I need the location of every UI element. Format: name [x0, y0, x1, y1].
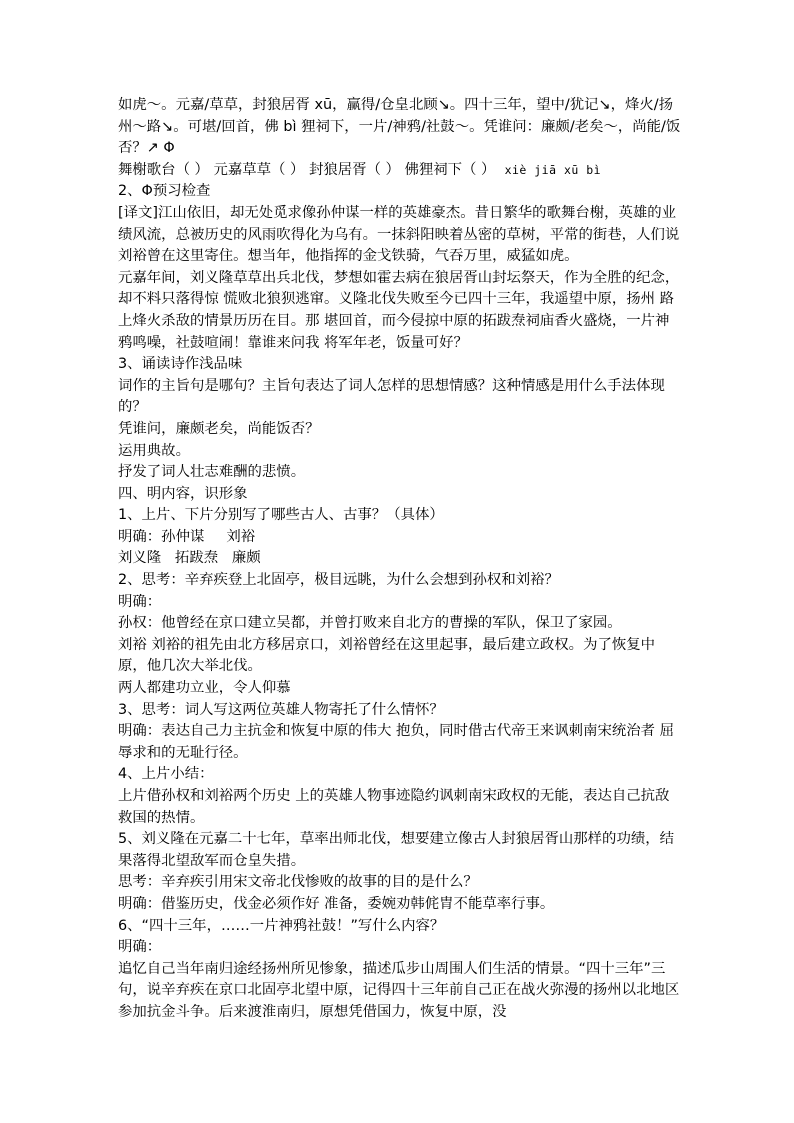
answer-purpose: 明确：借鉴历史，伐金必须作好 准备，委婉劝韩侂胄不能草率行事。 [118, 895, 555, 912]
answer-forty-three-years: 追忆自己当年南归途经扬州所见惨象，描述瓜步山周围人们生活的情景。“四十三年”三句，说辛弃疾在京口北固亭北望中原，记得四十三年前自己正在战火弥漫的扬州以北地区参加抗金斗争。后来渡淮南归，原想凭借国力，恢复中原，没 [118, 960, 680, 1020]
answer-figure-liuyilong: 刘义隆 [118, 550, 162, 567]
question-sentiment: 3、思考：词人写这两位英雄人物寄托了什么情怀？ [118, 701, 444, 718]
answer-sentiment: 明确：表达自己力主抗金和恢复中原的伟大 抱负，同时借古代帝王来讽刺南宋统治者 屈辱求和的无耻行径。 [118, 723, 674, 761]
point-liuyilong: 5、刘义隆在元嘉二十七年，草率出师北伐，想要建立像古人封狼居胥山那样的功绩，结果落得北望敌军而仓皇失措。 [118, 831, 675, 869]
answer-figure-sun: 明确：孙仲谋 [118, 528, 205, 545]
pronunciation-exercise [118, 160, 683, 182]
question-purpose: 思考：辛弃疾引用宋文帝北伐惨败的故事的目的是什么？ [118, 874, 478, 891]
answer-label-2: 明确： [118, 939, 162, 956]
answer-figures-row-2 [118, 548, 683, 570]
poem-recitation-line: 如虎～。元嘉/草草，封狼居胥 xū，赢得/仓皇北顾↘。四十三年，望中/犹记↘，烽火/扬州～路↘。可堪/回首，佛 bì 狸祠下，一片/神鸦/社鼓～。凭谁问：廉颇/老矣～，尚能/饭否？↗ Φ [118, 97, 681, 157]
pronunciation-blanks: 舞榭歌台（ ） 元嘉草草（ ） 封狼居胥（ ） 佛狸祠下（ ） [118, 161, 496, 178]
answer-sunquan: 孙权：他曾经在京口建立吴都，并曾打败来自北方的曹操的军队，保卫了家园。 [118, 615, 622, 632]
question-ancient-figures: 1、上片、下片分别写了哪些古人、古事？（具体） [118, 507, 444, 524]
section-heading-summary: 4、上片小结： [118, 766, 214, 783]
translation-paragraph-1: [译文]江山依旧，却无处觅求像孙仲谋一样的英雄豪杰。昔日繁华的歌舞台榭，英雄的业绩风流，总被历史的风雨吹得化为乌有。一抹斜阳映着丛密的草树，平常的街巷，人们说刘裕曾在这里寄住。想当年，他指挥的金戈铁骑，气吞万里，威猛如虎。 [118, 204, 680, 265]
question-why-sunquan-liuyu: 2、思考：辛弃疾登上北固亭，极目远眺，为什么会想到孙权和刘裕？ [118, 572, 559, 589]
answer-figure-liuyu: 刘裕 [226, 528, 256, 545]
answer-figures-row-1 [118, 527, 683, 549]
section-heading-preview-check: 2、Φ预习检查 [118, 183, 211, 200]
answer-emotion: 抒发了词人壮志难酬的悲愤。 [118, 464, 306, 481]
pronunciation-answers: xiè jiā xū bì [504, 162, 602, 177]
document-body [118, 95, 683, 1024]
answer-summary-admiration: 两人都建功立业，令人仰慕 [118, 680, 291, 697]
answer-theme-sentence: 凭谁问，廉颇老矣，尚能饭否？ [118, 420, 320, 437]
section-heading-content: 四、明内容，识形象 [118, 485, 248, 502]
answer-technique: 运用典故。 [118, 442, 190, 459]
answer-figure-lianpo: 廉颇 [231, 550, 261, 567]
answer-label: 明确： [118, 593, 162, 610]
section-heading-recite: 3、诵读诗作浅品味 [118, 356, 243, 373]
summary-paragraph: 上片借孙权和刘裕两个历史 上的英雄人物事迹隐约讽刺南宋政权的无能，表达自己抗敌救国的热情。 [118, 788, 670, 826]
answer-figure-tuobatao: 拓跋焘 [174, 550, 219, 567]
question-forty-three-years: 6、“四十三年，……一片神鸦社鼓！”写什么内容？ [118, 917, 445, 934]
question-theme-sentence: 词作的主旨句是哪句？主旨句表达了词人怎样的思想情感？这种情感是用什么手法体现的？ [118, 377, 665, 416]
answer-liuyu: 刘裕 刘裕的祖先由北方移居京口，刘裕曾经在这里起事，最后建立政权。为了恢复中原，他几次大举北伐。 [118, 636, 656, 675]
translation-paragraph-2: 元嘉年间，刘义隆草草出兵北伐，梦想如霍去病在狼居胥山封坛祭天，作为全胜的纪念，却不料只落得惊 慌败北狼狈逃窜。义隆北伐失败至今已四十三年，我遥望中原，扬州 路上烽火杀敌的情景历历在目。那 堪回首，而今侵掠中原的拓跋焘祠庙香火盛烧，一片神鸦鸣噪，社鼓喧闹！靠谁来问我 将军年老，饭量可好？ [118, 269, 680, 351]
